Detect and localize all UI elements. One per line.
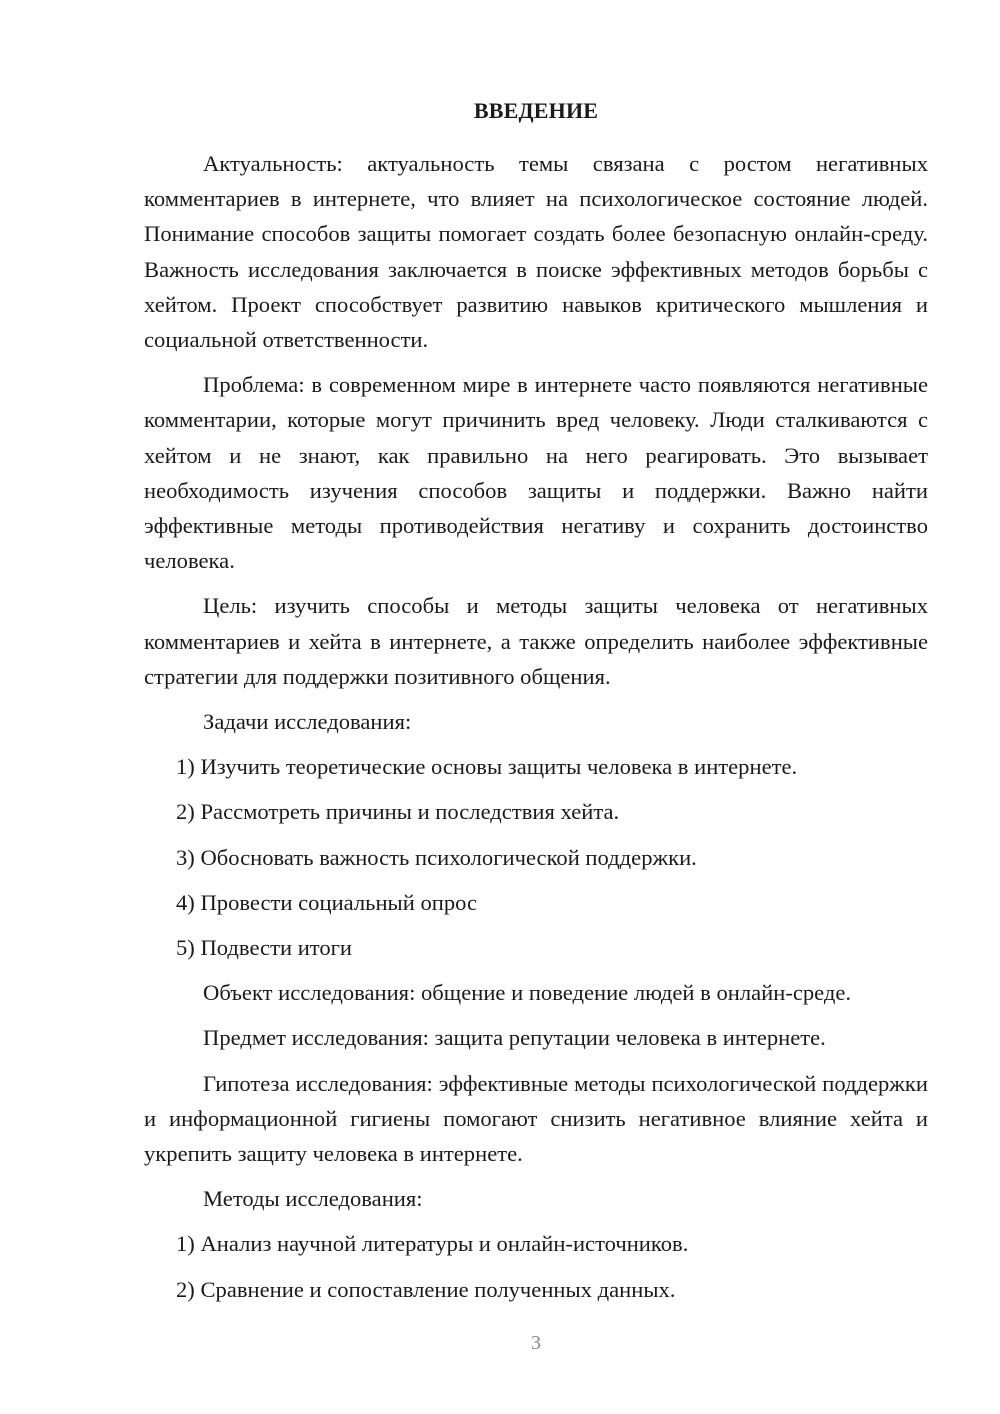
problem-paragraph: Проблема: в современном мире в интернете часто появляются негативные комментарии, которые могут причинить вред человеку. Люди сталкиваются с хейтом и не знают, как правильно на него реагировать. Это вызывает необходимость изучения способов защиты и поддержки. Важно найти эффективные методы противодействия негативу и сохранить достоинство человека. bbox=[144, 372, 928, 574]
task-item-1: 1) Изучить теоретические основы защиты человека в интернете. bbox=[176, 754, 798, 780]
task-item-3: 3) Обосновать важность психологической поддержки. bbox=[176, 844, 697, 870]
research-subject: Предмет исследования: защита репутации человека в интернете. bbox=[203, 1025, 826, 1051]
tasks-heading: Задачи исследования: bbox=[203, 709, 412, 735]
document-body bbox=[144, 92, 928, 1317]
method-item-2: 2) Сравнение и сопоставление полученных данных. bbox=[176, 1276, 676, 1302]
page-number: 3 bbox=[531, 1332, 541, 1354]
relevance-paragraph: Актуальность: актуальность темы связана с ростом негативных комментариев в интернете, что влияет на психологическое состояние людей. Понимание способов защиты помогает создать более безопасную онлайн-среду. Важность исследования заключается в поиске эффективных методов борьбы с хейтом. Проект способствует развитию навыков критического мышления и социальной ответственности. bbox=[144, 151, 928, 353]
research-object: Объект исследования: общение и поведение людей в онлайн-среде. bbox=[203, 980, 852, 1006]
task-item-4: 4) Провести социальный опрос bbox=[176, 889, 478, 915]
methods-heading: Методы исследования: bbox=[203, 1186, 423, 1212]
research-hypothesis: Гипотеза исследования: эффективные методы психологической поддержки и информационной гигиены помогают снизить негативное влияние хейта и укрепить защиту человека в интернете. bbox=[144, 1070, 928, 1167]
method-item-1: 1) Анализ научной литературы и онлайн-источников. bbox=[176, 1231, 689, 1257]
task-item-2: 2) Рассмотреть причины и последствия хейта. bbox=[176, 799, 620, 825]
task-item-5: 5) Подвести итоги bbox=[176, 935, 353, 961]
page-title: ВВЕДЕНИЕ bbox=[473, 98, 599, 123]
goal-paragraph: Цель: изучить способы и методы защиты человека от негативных комментариев и хейта в интернете, а также определить наиболее эффективные стратегии для поддержки позитивного общения. bbox=[144, 593, 928, 689]
